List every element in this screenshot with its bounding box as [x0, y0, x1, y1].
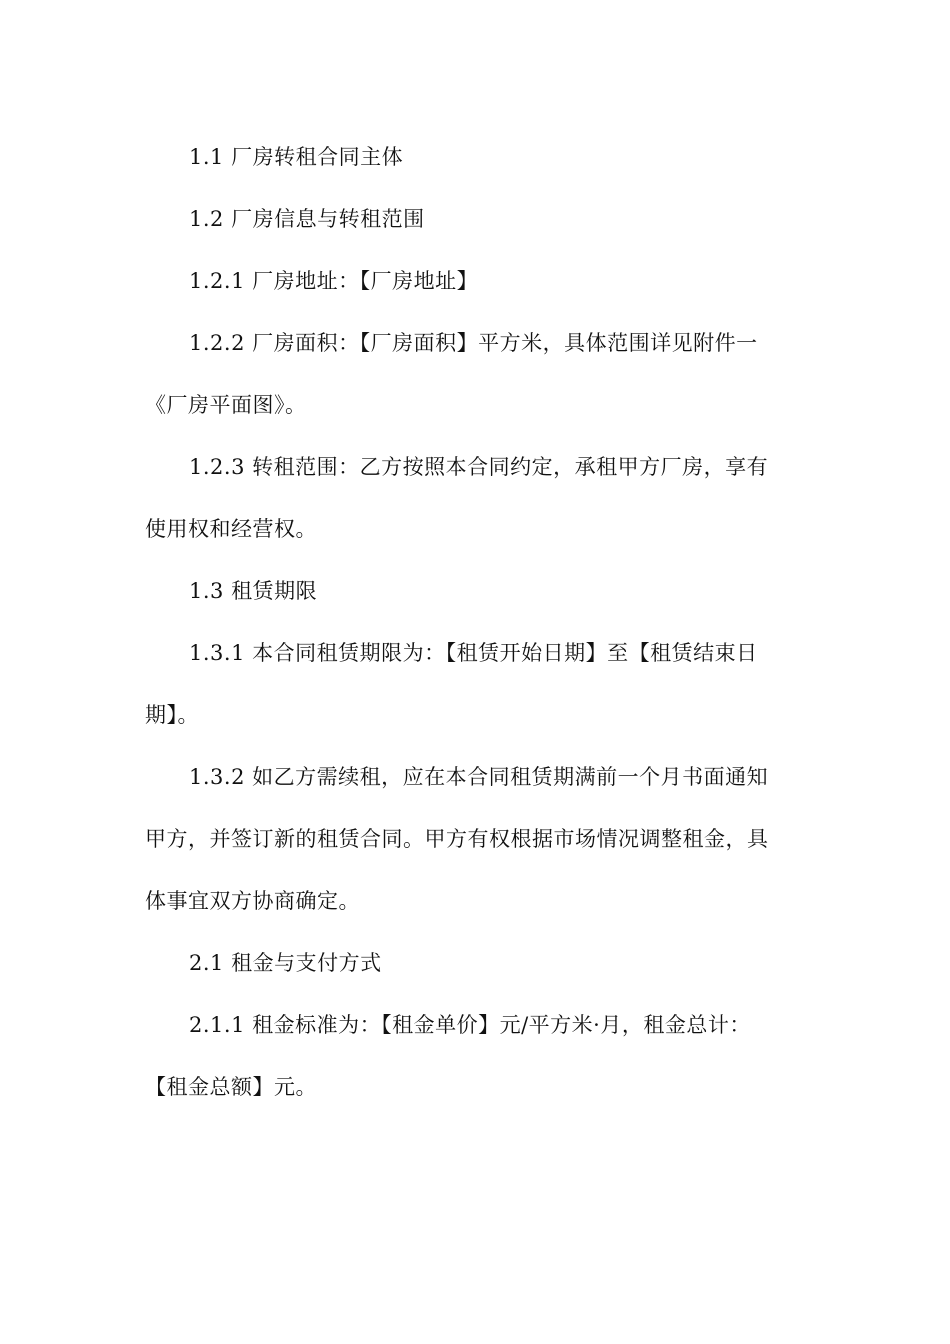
paragraph-1-3	[145, 560, 807, 622]
text-line: 1.3.1 本合同租赁期限为：【租赁开始日期】至【租赁结束日	[189, 641, 758, 665]
text-line: 2.1.1 租金标准为：【租金单价】元/平方米·月，租金总计：	[189, 1013, 751, 1037]
text-line: 1.2.3 转租范围：乙方按照本合同约定，承租甲方厂房，享有	[189, 455, 769, 479]
text-line: 体事宜双方协商确定。	[145, 889, 360, 913]
paragraph-2-1	[145, 932, 807, 994]
text-line: 1.3.2 如乙方需续租，应在本合同租赁期满前一个月书面通知	[189, 765, 769, 789]
text-line: 1.2.2 厂房面积：【厂房面积】平方米，具体范围详见附件一	[189, 331, 758, 355]
text-line: 使用权和经营权。	[145, 517, 317, 541]
paragraph-1-2-1	[145, 250, 807, 312]
text-line: 1.1 厂房转租合同主体	[189, 145, 404, 169]
text-line: 甲方，并签订新的租赁合同。甲方有权根据市场情况调整租金，具	[145, 827, 769, 851]
text-line: 期】。	[145, 703, 199, 727]
document-body	[145, 126, 807, 1118]
paragraph-1-2-2	[145, 312, 807, 436]
paragraph-1-3-2	[145, 746, 807, 932]
text-line: 【租金总额】元。	[145, 1075, 317, 1099]
text-line: 1.2.1 厂房地址：【厂房地址】	[189, 269, 479, 293]
text-line: 2.1 租金与支付方式	[189, 951, 382, 975]
text-line: 1.2 厂房信息与转租范围	[189, 207, 425, 231]
paragraph-2-1-1	[145, 994, 807, 1118]
paragraph-1-2	[145, 188, 807, 250]
text-line: 《厂房平面图》。	[145, 393, 307, 417]
paragraph-1-3-1	[145, 622, 807, 746]
paragraph-1-2-3	[145, 436, 807, 560]
paragraph-1-1	[145, 126, 807, 188]
text-line: 1.3 租赁期限	[189, 579, 318, 603]
